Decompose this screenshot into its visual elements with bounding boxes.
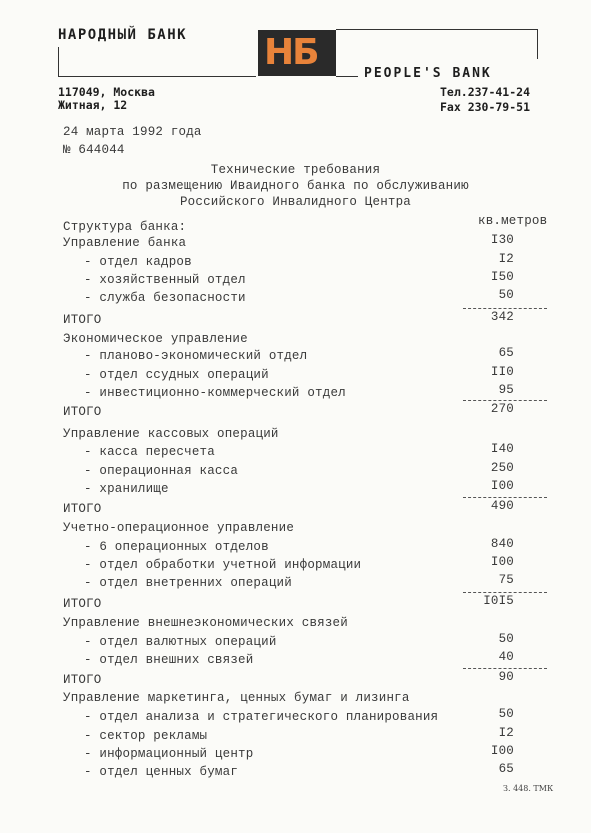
- letterhead-right-bracket: [537, 29, 538, 59]
- area-value: I00: [490, 555, 514, 569]
- bank-logo: [258, 30, 336, 76]
- area-value: I2: [498, 252, 514, 266]
- structure-label: Структура банка:: [63, 220, 187, 234]
- total-label: ИТОГО: [63, 313, 102, 327]
- area-value: 50: [498, 288, 514, 302]
- unit-label: кв.метров: [478, 214, 548, 228]
- subunit-name: - отдел ссудных операций: [84, 368, 269, 382]
- area-value: 95: [498, 383, 514, 397]
- total-separator: [463, 400, 547, 401]
- area-value: 75: [498, 573, 514, 587]
- total-label: ИТОГО: [63, 405, 102, 419]
- area-value: 65: [498, 762, 514, 776]
- subunit-name: - информационный центр: [84, 747, 254, 761]
- total-value: 490: [490, 499, 514, 513]
- phone-number: Тел.237-41-24: [440, 85, 531, 99]
- address-line-2: Житная, 12: [58, 98, 128, 112]
- area-value: I30: [490, 233, 514, 247]
- area-value: 65: [498, 346, 514, 360]
- letterhead-right-rule: [336, 76, 358, 77]
- letterhead-right-top-rule: [336, 29, 538, 30]
- print-mark: З. 448. ТМК: [503, 784, 554, 793]
- subunit-name: - хранилище: [84, 482, 169, 496]
- total-label: ИТОГО: [63, 597, 102, 611]
- letterhead-left-bracket: [58, 47, 59, 77]
- subunit-name: - сектор рекламы: [84, 729, 208, 743]
- subunit-name: - отдел обработки учетной информации: [84, 558, 362, 572]
- area-value: 40: [498, 650, 514, 664]
- area-value: I00: [490, 744, 514, 758]
- letterhead-left-rule: [58, 76, 256, 77]
- total-value: 90: [498, 670, 514, 684]
- subunit-name: - инвестиционно-коммерческий отдел: [84, 386, 346, 400]
- area-value: 50: [498, 632, 514, 646]
- total-label: ИТОГО: [63, 673, 102, 687]
- bank-name-ru: НАРОДНЫЙ БАНК: [58, 27, 188, 43]
- subunit-name: - отдел валютных операций: [84, 635, 277, 649]
- area-value: II0: [490, 365, 514, 379]
- department-name: Экономическое управление: [63, 332, 248, 346]
- document-date: 24 марта 1992 года: [63, 125, 202, 139]
- department-name: Управление внешнеэкономических связей: [63, 616, 348, 630]
- subunit-name: - планово-экономический отдел: [84, 349, 308, 363]
- subunit-name: - касса пересчета: [84, 445, 215, 459]
- bank-name-en: PEOPLE'S BANK: [364, 66, 492, 81]
- fax-number: Fax 230-79-51: [440, 100, 531, 114]
- area-value: I50: [490, 270, 514, 284]
- subunit-name: - отдел внетренних операций: [84, 576, 292, 590]
- total-separator: [463, 668, 547, 669]
- area-value: I00: [490, 479, 514, 493]
- area-value: I2: [498, 726, 514, 740]
- subunit-name: - отдел внешних связей: [84, 653, 254, 667]
- title-line-1: Технические требования: [210, 163, 381, 177]
- title-line-2: по размещению Иваидного банка по обслуживанию: [122, 179, 469, 193]
- document-number: № 644044: [63, 143, 125, 157]
- address-line-1: 117049, Москва: [58, 85, 155, 99]
- subunit-name: - служба безопасности: [84, 291, 246, 305]
- area-value: 250: [490, 461, 514, 475]
- title-line-3: Российского Инвалидного Центра: [179, 195, 412, 209]
- subunit-name: - хозяйственный отдел: [84, 273, 246, 287]
- subunit-name: - отдел кадров: [84, 255, 192, 269]
- area-value: 50: [498, 707, 514, 721]
- total-value: 270: [490, 402, 514, 416]
- subunit-name: - операционная касса: [84, 464, 239, 478]
- logo-letters: НБ: [264, 32, 318, 73]
- department-name: Управление кассовых операций: [63, 427, 279, 441]
- area-value: I40: [490, 442, 514, 456]
- subunit-name: - отдел анализа и стратегического планирования: [84, 710, 439, 724]
- total-value: 342: [490, 310, 514, 324]
- total-separator: [463, 592, 547, 593]
- total-separator: [463, 308, 547, 309]
- total-value: I0I5: [483, 594, 514, 608]
- area-value: 840: [490, 537, 514, 551]
- subunit-name: - отдел ценных бумаг: [84, 765, 239, 779]
- total-label: ИТОГО: [63, 502, 102, 516]
- department-name: Управление банка: [63, 236, 187, 250]
- department-name: Учетно-операционное управление: [63, 521, 295, 535]
- department-name: Управление маркетинга, ценных бумаг и лизинга: [63, 691, 410, 705]
- subunit-name: - 6 операционных отделов: [84, 540, 269, 554]
- total-separator: [463, 497, 547, 498]
